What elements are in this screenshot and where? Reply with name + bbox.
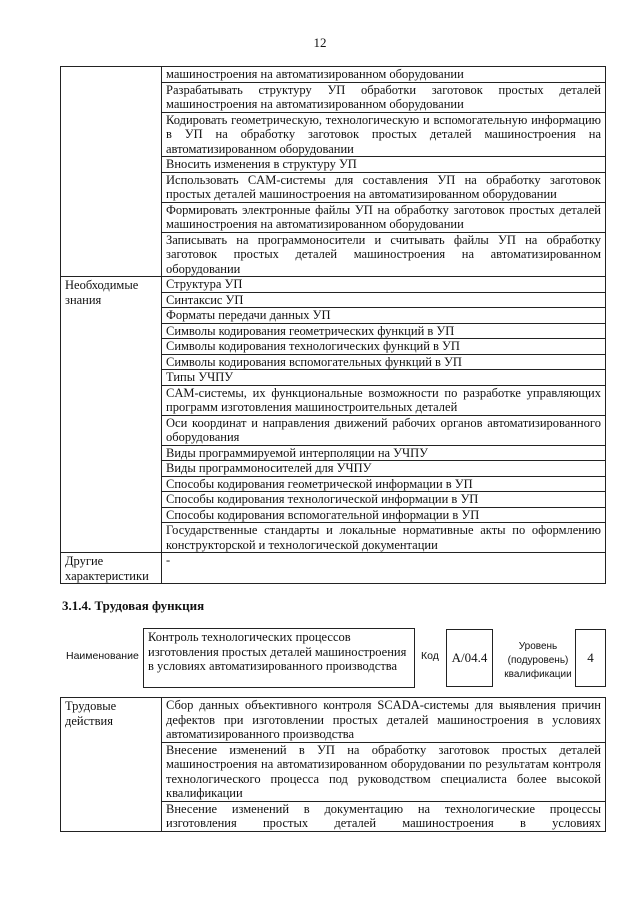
level-value: 4 bbox=[575, 629, 606, 687]
knowledge-item: Типы УЧПУ bbox=[162, 370, 606, 386]
knowledge-item: Виды программируемой интерполяции на УЧПУ bbox=[162, 445, 606, 461]
labor-action-item: Сбор данных объективного контроля SCADA-системы для выявления причин дефектов при изготовлении простых деталей машиностроения в условиях автоматизированного производства bbox=[162, 698, 606, 743]
knowledge-item: Символы кодирования вспомогательных функций в УП bbox=[162, 354, 606, 370]
skill-item: машиностроения на автоматизированном оборудовании bbox=[162, 67, 606, 83]
skill-item: Разрабатывать структуру УП обработки заготовок простых деталей машиностроения на автоматизированном оборудовании bbox=[162, 82, 606, 112]
knowledge-item: Виды программоносителей для УЧПУ bbox=[162, 461, 606, 477]
knowledge-item: Способы кодирования вспомогательной информации в УП bbox=[162, 507, 606, 523]
knowledge-item: Форматы передачи данных УП bbox=[162, 308, 606, 324]
skill-item: Вносить изменения в структуру УП bbox=[162, 157, 606, 173]
knowledge-item: Синтаксис УП bbox=[162, 292, 606, 308]
page-number: 12 bbox=[313, 35, 327, 50]
knowledge-label: Необходимые знания bbox=[61, 277, 162, 553]
labor-actions-label: Трудовые действия bbox=[61, 698, 162, 832]
function-header bbox=[60, 626, 606, 694]
knowledge-item: Символы кодирования технологических функций в УП bbox=[162, 339, 606, 355]
code-label: Код bbox=[421, 650, 439, 662]
knowledge-item: Структура УП bbox=[162, 277, 606, 293]
skill-item: Формировать электронные файлы УП на обработку заготовок простых деталей машиностроения на автоматизированном оборудовании bbox=[162, 202, 606, 232]
skill-item: Кодировать геометрическую, технологическую и вспомогательную информацию в УП на обработку заготовок простых деталей машиностроения на автоматизированном оборудовании bbox=[162, 112, 606, 157]
other-characteristics-value: - bbox=[162, 553, 606, 584]
knowledge-item: CAM-системы, их функциональные возможности по разработке управляющих программ изготовления машиностроительных деталей bbox=[162, 385, 606, 415]
skills-knowledge-table bbox=[60, 66, 606, 584]
other-characteristics-label: Другие характеристики bbox=[61, 553, 162, 584]
skill-item: Записывать на программоносители и считывать файлы УП на обработку заготовок простых деталей машиностроения на автоматизированном оборудовании bbox=[162, 232, 606, 277]
code-value: A/04.4 bbox=[446, 629, 493, 687]
labor-action-item: Внесение изменений в УП на обработку заготовок простых деталей машиностроения на автоматизированном оборудовании по результатам контроля технологического процесса под руководством специалиста более высокой квалификации bbox=[162, 742, 606, 801]
labor-actions-table bbox=[60, 697, 606, 832]
labor-action-item: Внесение изменений в документацию на технологические процессы изготовления простых деталей машиностроения в условиях bbox=[162, 801, 606, 831]
name-value: Контроль технологических процессов изготовления простых деталей машиностроения в условиях автоматизированного производства bbox=[143, 628, 415, 688]
knowledge-item: Способы кодирования технологической информации в УП bbox=[162, 492, 606, 508]
knowledge-item: Символы кодирования геометрических функций в УП bbox=[162, 323, 606, 339]
skills-label-cell-empty bbox=[61, 67, 162, 277]
knowledge-item: Оси координат и направления движений рабочих органов автоматизированного оборудования bbox=[162, 415, 606, 445]
name-label: Наименование bbox=[66, 650, 139, 662]
section-title: 3.1.4. Трудовая функция bbox=[62, 598, 205, 613]
skill-item: Использовать CAM-системы для составления УП на обработку заготовок простых деталей машиностроения на автоматизированном оборудовании bbox=[162, 172, 606, 202]
level-label: Уровень (подуровень) квалификации bbox=[504, 641, 572, 680]
knowledge-item: Государственные стандарты и локальные нормативные акты по оформлению конструкторской и технологической документации bbox=[162, 523, 606, 553]
knowledge-item: Способы кодирования геометрической информации в УП bbox=[162, 476, 606, 492]
